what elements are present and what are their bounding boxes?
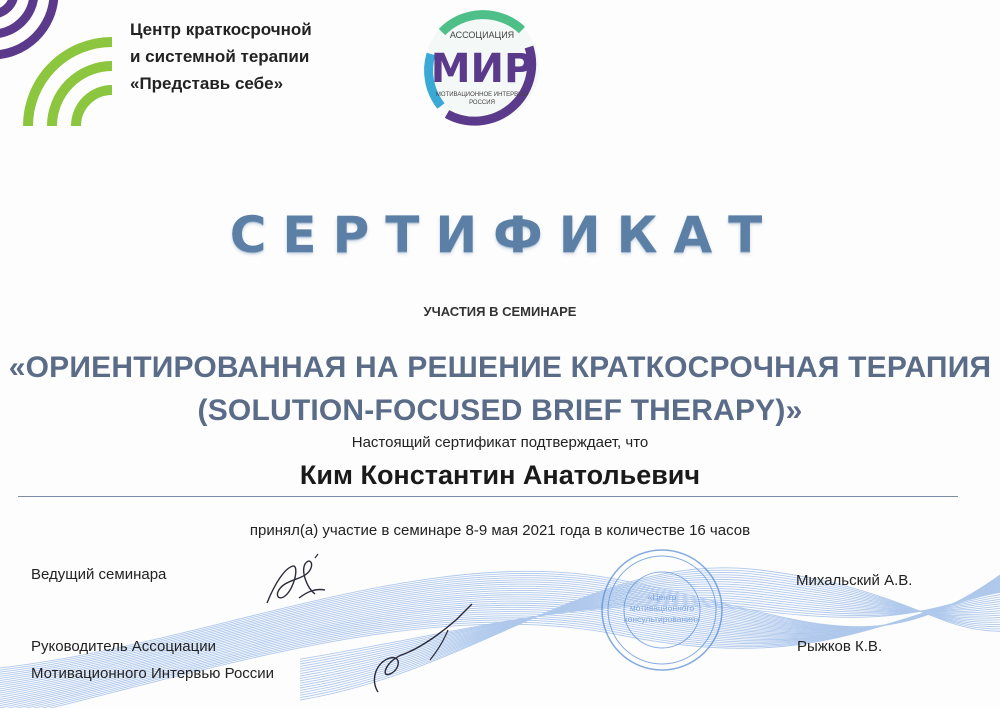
assoc-logo-top-text: АССОЦИАЦИЯ [449,30,515,40]
role-association-head-line-1: Руководитель Ассоциации [31,638,216,655]
assoc-logo-main-text: МИР [430,46,534,92]
stamp-text-line-1: «Центр [647,592,677,602]
signer-name-1: Михальский А.В. [796,572,913,589]
signature-1-icon [255,548,345,618]
seminar-title-line-2: (SOLUTION-FOCUSED BRIEF THERAPY)» [197,394,803,427]
stamp-icon [597,545,727,675]
center-name-line: «Представь себе» [130,74,284,93]
confirm-text: Настоящий сертификат подтверждает, что [351,434,649,451]
signer-name-2: Рыжков К.В. [797,638,883,655]
assoc-logo-bottom-text-2: РОССИЯ [469,100,495,106]
assoc-logo-bottom-text: МОТИВАЦИОННОЕ ИНТЕРВЬЮ [435,92,529,98]
stamp-text-line-2: мотивационного [629,603,695,613]
seminar-title [0,346,1000,432]
signature-2-icon [360,600,490,700]
role-seminar-leader: Ведущий семинара [31,566,167,583]
participant-name: Ким Константин Анатольевич [299,460,701,490]
certificate-subtitle: УЧАСТИЯ В СЕМИНАРЕ [423,304,577,319]
role-association-head-line-2: Мотивационного Интервью России [31,665,275,682]
stamp-text-line-3: консультирования» [623,614,701,624]
association-logo-icon [417,2,547,132]
participation-text: принял(а) участие в семинаре 8-9 мая 2021 года в количестве 16 часов [249,522,751,539]
role-association-head [31,633,274,687]
center-logo-icon [0,0,120,130]
center-name-line: Центр краткосрочной [130,20,312,39]
certificate-title: СЕРТИФИКАТ [229,206,779,264]
seminar-title-line-1: «ОРИЕНТИРОВАННАЯ НА РЕШЕНИЕ КРАТКОСРОЧНАЯ ТЕРАПИЯ [8,351,992,384]
divider-line [18,496,958,497]
center-name-line: и системной терапии [130,47,310,66]
center-name [130,16,312,97]
